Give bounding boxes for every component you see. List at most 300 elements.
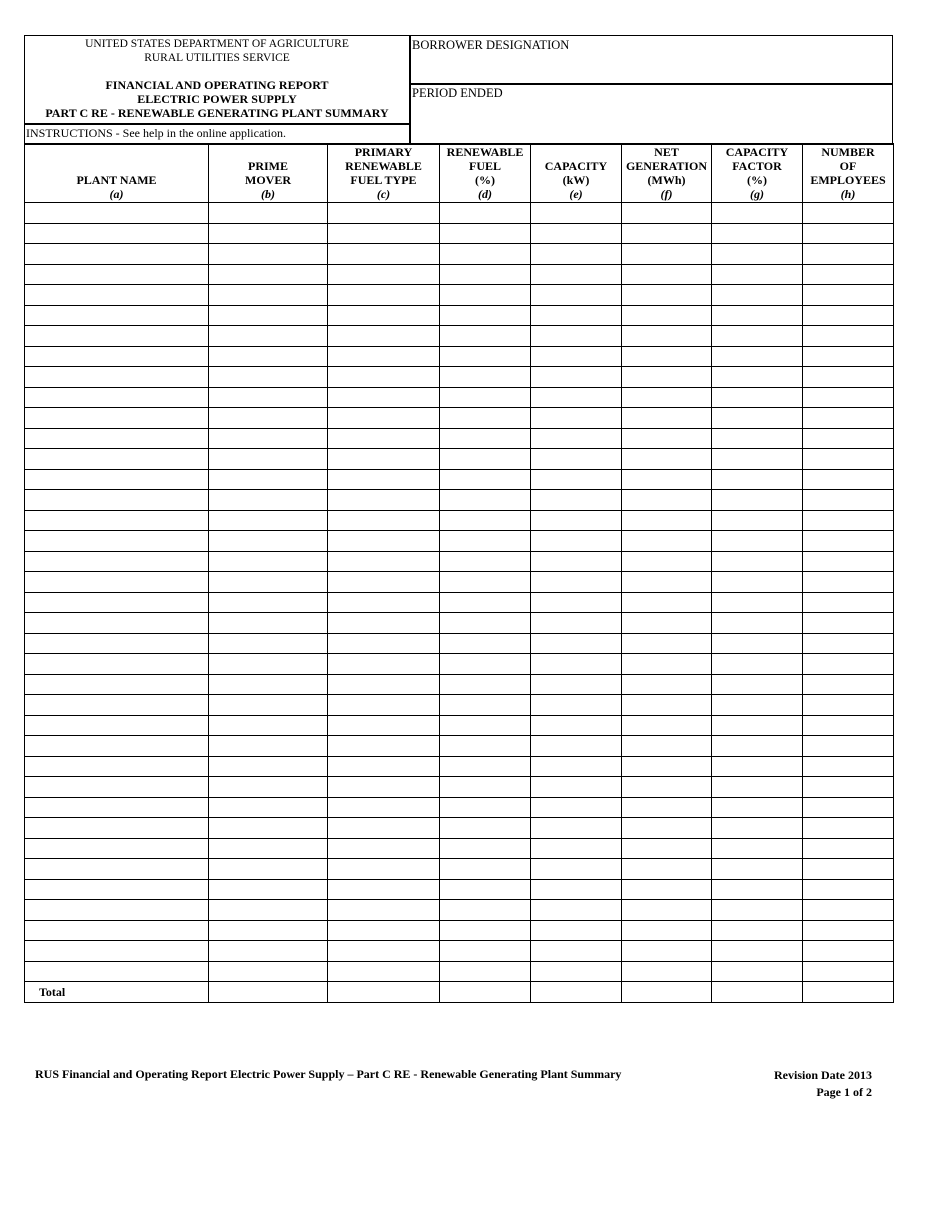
table-cell[interactable] [328, 531, 440, 552]
table-cell[interactable] [803, 428, 894, 449]
table-cell[interactable] [622, 613, 712, 634]
table-cell[interactable] [209, 736, 328, 757]
table-cell[interactable] [712, 633, 803, 654]
table-cell[interactable] [803, 285, 894, 306]
table-cell[interactable] [531, 633, 622, 654]
table-cell[interactable] [440, 346, 531, 367]
table-cell[interactable] [531, 654, 622, 675]
table-cell[interactable] [622, 223, 712, 244]
table-cell[interactable] [803, 756, 894, 777]
table-cell[interactable] [622, 305, 712, 326]
table-cell[interactable] [209, 264, 328, 285]
table-cell[interactable] [712, 674, 803, 695]
table-cell[interactable] [25, 613, 209, 634]
table-cell[interactable] [440, 674, 531, 695]
table-cell[interactable] [209, 859, 328, 880]
table-cell[interactable] [622, 572, 712, 593]
table-cell[interactable] [209, 592, 328, 613]
table-cell[interactable] [440, 223, 531, 244]
table-cell[interactable] [328, 551, 440, 572]
table-cell[interactable] [440, 264, 531, 285]
table-cell[interactable] [209, 633, 328, 654]
table-cell[interactable] [328, 920, 440, 941]
table-cell[interactable] [803, 920, 894, 941]
table-cell[interactable] [803, 654, 894, 675]
table-cell[interactable] [328, 695, 440, 716]
table-cell[interactable] [25, 326, 209, 347]
table-cell[interactable] [25, 797, 209, 818]
table-cell[interactable] [531, 961, 622, 982]
table-cell[interactable] [803, 592, 894, 613]
table-cell[interactable] [803, 838, 894, 859]
table-cell[interactable] [209, 408, 328, 429]
table-cell[interactable] [622, 736, 712, 757]
table-cell[interactable] [328, 592, 440, 613]
table-cell[interactable] [328, 449, 440, 470]
table-cell[interactable] [803, 879, 894, 900]
table-cell[interactable] [622, 326, 712, 347]
table-cell[interactable] [712, 920, 803, 941]
table-cell[interactable] [25, 367, 209, 388]
table-cell[interactable] [712, 387, 803, 408]
table-cell[interactable] [209, 838, 328, 859]
table-cell[interactable] [209, 551, 328, 572]
table-cell[interactable] [328, 305, 440, 326]
table-cell[interactable] [531, 736, 622, 757]
table-cell[interactable] [440, 387, 531, 408]
table-cell[interactable] [328, 818, 440, 839]
table-cell[interactable] [25, 346, 209, 367]
table-cell[interactable] [531, 223, 622, 244]
table-cell[interactable] [25, 592, 209, 613]
table-cell[interactable] [712, 613, 803, 634]
table-cell[interactable] [712, 900, 803, 921]
table-cell[interactable] [328, 900, 440, 921]
table-cell[interactable] [328, 879, 440, 900]
table-cell[interactable] [25, 305, 209, 326]
table-cell[interactable] [803, 551, 894, 572]
table-cell[interactable] [531, 305, 622, 326]
table-cell[interactable] [803, 941, 894, 962]
table-cell[interactable] [25, 285, 209, 306]
table-cell[interactable] [25, 920, 209, 941]
table-cell[interactable] [25, 654, 209, 675]
table-cell[interactable] [531, 285, 622, 306]
table-cell[interactable] [622, 367, 712, 388]
table-cell[interactable] [622, 408, 712, 429]
table-cell[interactable] [622, 285, 712, 306]
total-cell[interactable] [209, 982, 328, 1003]
table-cell[interactable] [440, 551, 531, 572]
table-cell[interactable] [25, 244, 209, 265]
total-cell[interactable] [803, 982, 894, 1003]
table-cell[interactable] [440, 305, 531, 326]
table-cell[interactable] [328, 510, 440, 531]
total-cell[interactable] [440, 982, 531, 1003]
table-cell[interactable] [328, 654, 440, 675]
table-cell[interactable] [440, 941, 531, 962]
table-cell[interactable] [803, 859, 894, 880]
table-cell[interactable] [712, 264, 803, 285]
table-cell[interactable] [622, 428, 712, 449]
table-cell[interactable] [712, 428, 803, 449]
table-cell[interactable] [25, 777, 209, 798]
table-cell[interactable] [803, 326, 894, 347]
table-cell[interactable] [328, 961, 440, 982]
table-cell[interactable] [440, 797, 531, 818]
table-cell[interactable] [328, 428, 440, 449]
table-cell[interactable] [209, 654, 328, 675]
table-cell[interactable] [440, 572, 531, 593]
table-cell[interactable] [712, 510, 803, 531]
table-cell[interactable] [209, 223, 328, 244]
table-cell[interactable] [712, 223, 803, 244]
table-cell[interactable] [531, 203, 622, 224]
table-cell[interactable] [25, 961, 209, 982]
table-cell[interactable] [803, 346, 894, 367]
table-cell[interactable] [712, 326, 803, 347]
table-cell[interactable] [328, 326, 440, 347]
table-cell[interactable] [712, 961, 803, 982]
table-cell[interactable] [803, 387, 894, 408]
table-cell[interactable] [440, 244, 531, 265]
table-cell[interactable] [440, 756, 531, 777]
table-cell[interactable] [531, 613, 622, 634]
table-cell[interactable] [440, 879, 531, 900]
total-cell[interactable] [712, 982, 803, 1003]
table-cell[interactable] [622, 449, 712, 470]
table-cell[interactable] [209, 346, 328, 367]
table-cell[interactable] [209, 326, 328, 347]
table-cell[interactable] [803, 613, 894, 634]
table-cell[interactable] [622, 818, 712, 839]
table-cell[interactable] [803, 408, 894, 429]
table-cell[interactable] [531, 879, 622, 900]
table-cell[interactable] [712, 572, 803, 593]
table-cell[interactable] [440, 859, 531, 880]
table-cell[interactable] [531, 941, 622, 962]
table-cell[interactable] [712, 285, 803, 306]
table-cell[interactable] [622, 490, 712, 511]
table-cell[interactable] [440, 469, 531, 490]
table-cell[interactable] [803, 305, 894, 326]
table-cell[interactable] [328, 244, 440, 265]
table-cell[interactable] [209, 367, 328, 388]
table-cell[interactable] [328, 838, 440, 859]
table-cell[interactable] [440, 920, 531, 941]
table-cell[interactable] [803, 449, 894, 470]
table-cell[interactable] [803, 244, 894, 265]
table-cell[interactable] [803, 961, 894, 982]
table-cell[interactable] [209, 961, 328, 982]
table-cell[interactable] [712, 777, 803, 798]
table-cell[interactable] [712, 879, 803, 900]
table-cell[interactable] [328, 572, 440, 593]
table-cell[interactable] [622, 203, 712, 224]
table-cell[interactable] [440, 449, 531, 470]
table-cell[interactable] [25, 223, 209, 244]
table-cell[interactable] [803, 900, 894, 921]
table-cell[interactable] [622, 715, 712, 736]
table-cell[interactable] [622, 469, 712, 490]
table-cell[interactable] [328, 797, 440, 818]
table-cell[interactable] [25, 695, 209, 716]
table-cell[interactable] [712, 695, 803, 716]
table-cell[interactable] [531, 859, 622, 880]
table-cell[interactable] [440, 736, 531, 757]
table-cell[interactable] [328, 859, 440, 880]
table-cell[interactable] [531, 510, 622, 531]
table-cell[interactable] [440, 285, 531, 306]
table-cell[interactable] [531, 592, 622, 613]
table-cell[interactable] [440, 428, 531, 449]
table-cell[interactable] [531, 326, 622, 347]
table-cell[interactable] [622, 777, 712, 798]
table-cell[interactable] [622, 654, 712, 675]
table-cell[interactable] [440, 715, 531, 736]
table-cell[interactable] [712, 551, 803, 572]
table-cell[interactable] [209, 695, 328, 716]
table-cell[interactable] [622, 879, 712, 900]
total-cell[interactable] [328, 982, 440, 1003]
table-cell[interactable] [712, 736, 803, 757]
table-cell[interactable] [531, 695, 622, 716]
table-cell[interactable] [440, 654, 531, 675]
total-cell[interactable] [622, 982, 712, 1003]
table-cell[interactable] [622, 756, 712, 777]
table-cell[interactable] [328, 941, 440, 962]
table-cell[interactable] [25, 879, 209, 900]
table-cell[interactable] [25, 572, 209, 593]
table-cell[interactable] [440, 633, 531, 654]
period-ended-field[interactable] [412, 86, 503, 101]
table-cell[interactable] [25, 838, 209, 859]
table-cell[interactable] [440, 203, 531, 224]
table-cell[interactable] [440, 777, 531, 798]
table-cell[interactable] [803, 469, 894, 490]
table-cell[interactable] [622, 941, 712, 962]
table-cell[interactable] [712, 490, 803, 511]
table-cell[interactable] [209, 305, 328, 326]
table-cell[interactable] [622, 900, 712, 921]
table-cell[interactable] [712, 367, 803, 388]
table-cell[interactable] [25, 818, 209, 839]
table-cell[interactable] [803, 264, 894, 285]
table-cell[interactable] [622, 592, 712, 613]
table-cell[interactable] [328, 756, 440, 777]
table-cell[interactable] [803, 674, 894, 695]
table-cell[interactable] [531, 264, 622, 285]
table-cell[interactable] [531, 818, 622, 839]
table-cell[interactable] [25, 469, 209, 490]
table-cell[interactable] [531, 346, 622, 367]
table-cell[interactable] [209, 818, 328, 839]
table-cell[interactable] [803, 203, 894, 224]
table-cell[interactable] [25, 449, 209, 470]
table-cell[interactable] [803, 695, 894, 716]
table-cell[interactable] [712, 715, 803, 736]
table-cell[interactable] [440, 510, 531, 531]
table-cell[interactable] [622, 531, 712, 552]
table-cell[interactable] [712, 469, 803, 490]
table-cell[interactable] [531, 572, 622, 593]
table-cell[interactable] [531, 920, 622, 941]
table-cell[interactable] [209, 469, 328, 490]
table-cell[interactable] [209, 244, 328, 265]
table-cell[interactable] [622, 920, 712, 941]
table-cell[interactable] [440, 592, 531, 613]
table-cell[interactable] [25, 551, 209, 572]
table-cell[interactable] [440, 613, 531, 634]
table-cell[interactable] [531, 531, 622, 552]
table-cell[interactable] [328, 715, 440, 736]
table-cell[interactable] [803, 818, 894, 839]
table-cell[interactable] [25, 900, 209, 921]
table-cell[interactable] [712, 592, 803, 613]
table-cell[interactable] [712, 859, 803, 880]
table-cell[interactable] [25, 941, 209, 962]
table-cell[interactable] [25, 756, 209, 777]
table-cell[interactable] [531, 244, 622, 265]
table-cell[interactable] [440, 326, 531, 347]
table-cell[interactable] [803, 223, 894, 244]
table-cell[interactable] [328, 223, 440, 244]
table-cell[interactable] [209, 920, 328, 941]
table-cell[interactable] [803, 777, 894, 798]
table-cell[interactable] [803, 572, 894, 593]
table-cell[interactable] [328, 674, 440, 695]
borrower-designation-field[interactable] [412, 38, 569, 53]
table-cell[interactable] [712, 797, 803, 818]
table-cell[interactable] [209, 490, 328, 511]
table-cell[interactable] [328, 469, 440, 490]
table-cell[interactable] [622, 961, 712, 982]
table-cell[interactable] [531, 469, 622, 490]
total-cell[interactable] [531, 982, 622, 1003]
table-cell[interactable] [328, 408, 440, 429]
table-cell[interactable] [712, 449, 803, 470]
table-cell[interactable] [803, 510, 894, 531]
table-cell[interactable] [803, 367, 894, 388]
table-cell[interactable] [712, 346, 803, 367]
table-cell[interactable] [531, 756, 622, 777]
table-cell[interactable] [328, 633, 440, 654]
table-cell[interactable] [712, 305, 803, 326]
table-cell[interactable] [209, 941, 328, 962]
table-cell[interactable] [209, 613, 328, 634]
table-cell[interactable] [209, 674, 328, 695]
table-cell[interactable] [209, 449, 328, 470]
table-cell[interactable] [803, 531, 894, 552]
table-cell[interactable] [803, 715, 894, 736]
table-cell[interactable] [622, 551, 712, 572]
table-cell[interactable] [531, 449, 622, 470]
table-cell[interactable] [25, 387, 209, 408]
table-cell[interactable] [209, 900, 328, 921]
table-cell[interactable] [209, 531, 328, 552]
table-cell[interactable] [622, 797, 712, 818]
table-cell[interactable] [712, 756, 803, 777]
table-cell[interactable] [209, 428, 328, 449]
table-cell[interactable] [440, 900, 531, 921]
table-cell[interactable] [712, 244, 803, 265]
table-cell[interactable] [209, 756, 328, 777]
table-cell[interactable] [209, 879, 328, 900]
table-cell[interactable] [440, 490, 531, 511]
table-cell[interactable] [328, 203, 440, 224]
table-cell[interactable] [25, 531, 209, 552]
table-cell[interactable] [25, 510, 209, 531]
table-cell[interactable] [622, 695, 712, 716]
table-cell[interactable] [440, 838, 531, 859]
table-cell[interactable] [209, 203, 328, 224]
table-cell[interactable] [531, 490, 622, 511]
table-cell[interactable] [328, 367, 440, 388]
table-cell[interactable] [440, 961, 531, 982]
table-cell[interactable] [712, 531, 803, 552]
table-cell[interactable] [209, 797, 328, 818]
table-cell[interactable] [440, 695, 531, 716]
table-cell[interactable] [712, 838, 803, 859]
table-cell[interactable] [209, 777, 328, 798]
table-cell[interactable] [25, 633, 209, 654]
table-cell[interactable] [25, 674, 209, 695]
table-cell[interactable] [440, 367, 531, 388]
table-cell[interactable] [622, 859, 712, 880]
table-cell[interactable] [803, 490, 894, 511]
table-cell[interactable] [712, 203, 803, 224]
table-cell[interactable] [440, 818, 531, 839]
table-cell[interactable] [440, 531, 531, 552]
table-cell[interactable] [328, 264, 440, 285]
table-cell[interactable] [622, 510, 712, 531]
table-cell[interactable] [531, 900, 622, 921]
table-cell[interactable] [531, 674, 622, 695]
table-cell[interactable] [712, 654, 803, 675]
table-cell[interactable] [328, 387, 440, 408]
table-cell[interactable] [622, 387, 712, 408]
table-cell[interactable] [622, 264, 712, 285]
table-cell[interactable] [531, 715, 622, 736]
table-cell[interactable] [531, 428, 622, 449]
table-cell[interactable] [531, 367, 622, 388]
table-cell[interactable] [25, 490, 209, 511]
table-cell[interactable] [440, 408, 531, 429]
table-cell[interactable] [712, 408, 803, 429]
table-cell[interactable] [712, 818, 803, 839]
table-cell[interactable] [531, 551, 622, 572]
table-cell[interactable] [328, 490, 440, 511]
table-cell[interactable] [25, 859, 209, 880]
table-cell[interactable] [531, 797, 622, 818]
table-cell[interactable] [25, 715, 209, 736]
table-cell[interactable] [531, 387, 622, 408]
table-cell[interactable] [209, 285, 328, 306]
table-cell[interactable] [803, 797, 894, 818]
table-cell[interactable] [712, 941, 803, 962]
table-cell[interactable] [531, 777, 622, 798]
table-cell[interactable] [25, 428, 209, 449]
table-cell[interactable] [209, 387, 328, 408]
table-cell[interactable] [803, 633, 894, 654]
table-cell[interactable] [209, 510, 328, 531]
table-cell[interactable] [622, 674, 712, 695]
table-cell[interactable] [622, 838, 712, 859]
table-cell[interactable] [622, 244, 712, 265]
table-cell[interactable] [328, 613, 440, 634]
table-cell[interactable] [209, 572, 328, 593]
table-cell[interactable] [803, 736, 894, 757]
